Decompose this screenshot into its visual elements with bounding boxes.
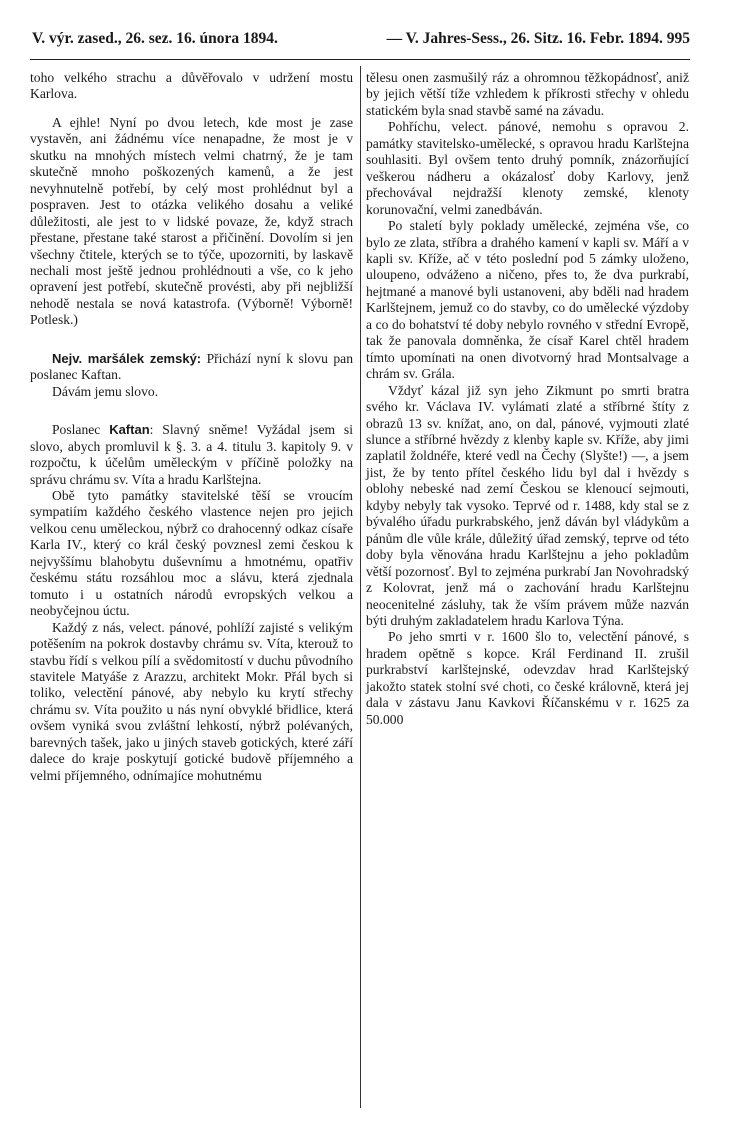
paragraph: tělesu onen zasmušilý ráz a ohromnou těžkopádnosť, aniž by jejich větší tíže vzhledem k příkrosti střechy v ohledu statickém byla snad stavbě samé na závadu. [366,70,689,118]
paragraph: Po jeho smrti v r. 1600 šlo to, velectění pánové, s hradem opětně s kopce. Král Ferdinand II. zrušil purkrabství karlštejnské, odevzdav hrad Karlštejský jakožto statek stolní své choti, co české královně, která jej dala v zástavu Janu Kavkovi Říčanskému v r. 1625 za 50.000 [366,629,689,727]
speaker-name: Nejv. maršálek zemský: [52,350,202,366]
speech-text: : Slavný sněme! Vyžádal jsem si slovo, abych promluvil k §. 3. a 4. titulu 3. kapitoly 9. v rozpočtu, k účelům uměleckým v příčině položky na správu chrámu sv. Víta a hradu Karlštejna. [30,422,353,487]
header-czech: V. výr. zased., 26. sez. 16. února 1894. [32,30,278,47]
paragraph: Vždyť kázal již syn jeho Zikmunt po smrti bratra svého kr. Václava IV. vylámati zlaté a stříbrné štíty z obrazů 13 sv. knížat, ano, on dal, pánové, vyjmouti zlaté slunce a stříbrné hvězdy z klenby kaple sv. Kříže, aby jimi zaplatil žoldnéře, které vedl na Čechy (Slyšte!) —, a jsem jist, že by tento přítel českého lidu byl dal i hvězdy s oblohy nebeské nad zemí Českou se klenoucí sejmouti, kdyby nebyly tak vysoko. Teprvé od r. 1488, kdy stal se z bývalého úřadu purkrabského, jenž dáván byl vládykům a pánům dle vůle krále, důležitý úřad zemský, teprve od této doby byla věnována hradu Karlštejnu a jeho pokladům větší pozornosť. Byl to zejména purkrabí Jan Novohradský z Kolovrat, jenž má o zachování hradu Karlštejnu neocenitelné zásluhy, tak že vším právem může nazván býti druhým zakladatelem hradu Karlova Týna. [366,382,689,628]
header-rule [30,59,690,60]
speech-text: Přichází nyní k slovu pan poslanec Kaftan. [30,350,353,383]
speaker-title: Poslanec [52,422,101,438]
paragraph: toho velkého strachu a důvěřovalo v udržení mostu Karlova. [30,70,353,102]
paragraph [30,422,353,488]
paragraph: Po staletí byly poklady umělecké, zejména vše, co bylo ze zlata, stříbra a drahého kamení v kapli sv. Máří a v kapli sv. Kříže, ač v této poslední pod 5 zámky uloženo, uloupeno, odváženo a ničeno, přes to, že dva purkrabí, hejtmané a manové byli ustanoveni, aby bděli nad hradem Karlštejnem, jemuž co do stavby, co do umělecké výzdoby a co do bohatství té doby nebylo rovného v střední Evropě, tak že panovala domněnka, že císař Karel chtěl hradem tímto upomínati na onen divotvorný hrad Montsalvage a chrám sv. Grála. [366,218,689,382]
paragraph: Dávám jemu slovo. [52,383,159,399]
header-german: — V. Jahres-Sess., 26. Sitz. 16. Febr. 1894. 995 [386,30,690,47]
document-page [30,22,690,1112]
right-column [366,70,689,728]
paragraph: A ejhle! Nyní po dvou letech, kde most je zase vystavěn, ani žádnému více nenapadne, že most je v skutku na mnohých místech velmi chatrný, že je tam skutečně mnoho poškozených kamenů, a že jest nevyhnutelně potřebí, by celý most prohlédnut byl a pospraven. Jest to otázka velikého dosahu a veliké důležitosti, ale jest to v lidské povaze, že, když strach přestane, přestane také starost a přičinění. Dovolím si jen všechny čtitele, kterých se to týče, upozorniti, by laskavě nechali most ještě jednou prohlédnouti a vše, co k jeho opravení jest potřebí, skutečně provésti, aby při nejbližší nehodě nestala se nová katastrofa. (Výborně! Výborně! Potlesk.) [30,114,353,328]
paragraph: Každý z nás, velect. pánové, pohlíží zajisté s velikým potěšením na pokrok dostavby chrámu sv. Víta, kterouž to stavbu řídí s velkou pílí a svědomitostí v duchu původního stavitele Matyáše z Arazzu, architekt Mokr. Přál bych si toliko, velectění pánové, aby nebylo ku krytí střechy chrámu sv. Víta použito u nás nyní obvyklé břidlice, která ovšem vyniká svou zvláštní lehkostí, nýbrž polévaných, barevných tašek, jako u jiných staveb gotických, které září dalece do kraje poskytují gotické budově příjemného a velmi příjemného, odnímajíce mohutnému [30,619,353,783]
column-divider [360,66,361,1108]
left-column [30,70,353,784]
page-header [30,30,690,52]
paragraph: Pohříchu, velect. pánové, nemohu s opravou 2. památky stavitelsko-umělecké, s opravou hradu Karlštejna souhlasiti. Byl ovšem tento druhý pomník, znázorňující veškerou nádheru a okázalosť doby Karlovy, jenž přechovával nejdražší klenoty zemské, klenoty korunovační, velmi zanedbáván. [366,119,689,217]
paragraph: Obě tyto památky stavitelské těší se vroucím sympatiím každého českého vlastence nejen pro jejich velkou cenu uměleckou, nýbrž co drahocenný odkaz císaře Karla IV., který co král český povznesl zemi českou k nejvyššímu blahobytu duševnímu a hmotnému, opatřiv českému státu rozsáhlou moc a slávu, která zjednala tomuto i u ostatních národů evropských velkou a neobyčejnou úctu. [30,487,353,619]
speaker-name: Kaftan [109,422,150,438]
paragraph [30,351,353,384]
